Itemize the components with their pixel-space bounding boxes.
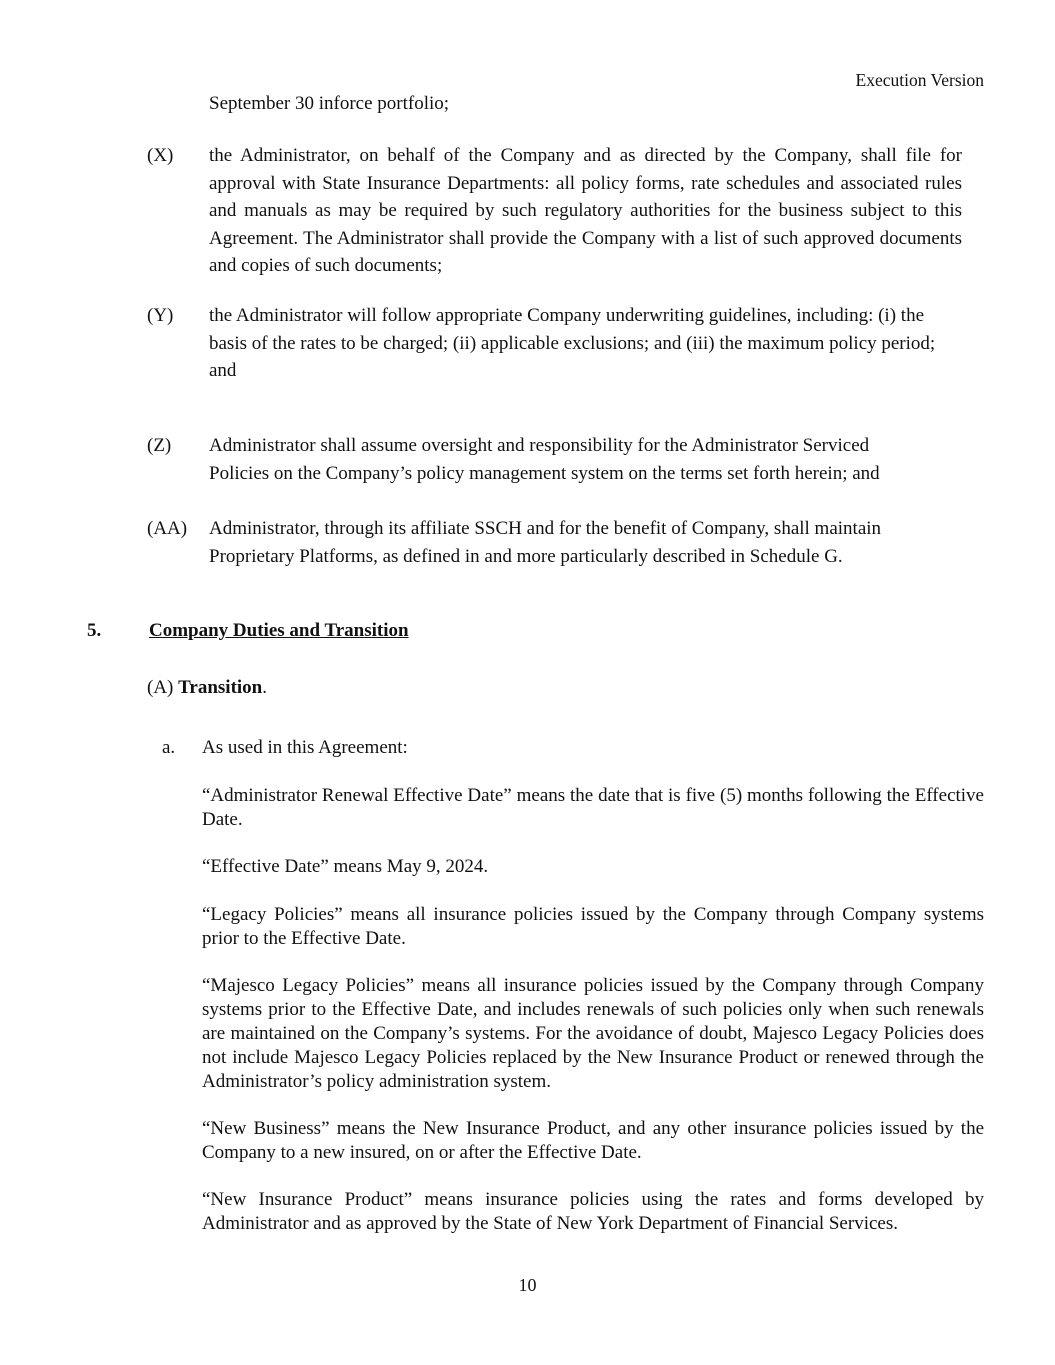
version-header: Execution Version (855, 70, 984, 90)
item-aa-label: (AA) (147, 518, 188, 539)
definition-new-business: “New Business” means the New Insurance Product, and any other insurance policies issued by the Company to a new insured, on or after the Effective Date. (202, 1118, 984, 1163)
item-y-text: the Administrator will follow appropriate Company underwriting guidelines, including: (i) the basis of the rates to be charged; (ii) applicable exclusions; and (iii) the maximum policy period; and (209, 305, 936, 381)
page-number: 10 (518, 1275, 537, 1295)
section-number: 5. (87, 620, 102, 641)
item-aa-line1: Administrator, through its affiliate SSCH and for the benefit of Company, shall maintain (209, 518, 882, 539)
item-x-text: the Administrator, on behalf of the Company and as directed by the Company, shall file for approval with State Insurance Departments: all policy forms, rate schedules and associated rules and manuals as may be required by such regulatory authorities for the business subject to this Agreement. The Administrator shall provide the Company with a list of such approved documents and copies of such documents; (209, 145, 962, 276)
item-z-line1: Administrator shall assume oversight and responsibility for the Administrator Serviced (209, 435, 870, 456)
subsection-label: (A) (147, 677, 174, 698)
item-x-label: (X) (147, 145, 174, 166)
subitem-text: As used in this Agreement: (202, 737, 408, 758)
definition-legacy-policies: “Legacy Policies” means all insurance policies issued by the Company through Company systems prior to the Effective Date. (202, 904, 984, 949)
item-aa-line2: Proprietary Platforms, as defined in and more particularly described in Schedule G. (209, 545, 843, 567)
section-title: Company Duties and Transition (149, 620, 409, 641)
subitem-label: a. (162, 737, 176, 758)
item-y-label: (Y) (147, 305, 174, 326)
continuation-text: September 30 inforce portfolio; (209, 93, 450, 114)
item-z-label: (Z) (147, 435, 172, 456)
definition-effective-date: “Effective Date” means May 9, 2024. (202, 856, 489, 877)
definition-admin-renewal-date: “Administrator Renewal Effective Date” means the date that is five (5) months following the Effective Date. (202, 785, 984, 830)
definition-new-insurance-product: “New Insurance Product” means insurance policies using the rates and forms developed by Administrator and as approved by the State of New York Department of Financial Services. (202, 1189, 984, 1234)
subsection-period: . (262, 677, 267, 698)
subsection-heading (147, 674, 267, 702)
item-z-line2: Policies on the Company’s policy management system on the terms set forth herein; and (209, 462, 880, 484)
subsection-title: Transition (178, 677, 263, 698)
definition-majesco-legacy-policies: “Majesco Legacy Policies” means all insurance policies issued by the Company through Company systems prior to the Effective Date, and includes renewals of such policies only when such renewals are maintained on the Company’s systems. For the avoidance of doubt, Majesco Legacy Policies does not include Majesco Legacy Policies replaced by the New Insurance Product or renewed through the Administrator’s policy administration system. (202, 975, 984, 1092)
